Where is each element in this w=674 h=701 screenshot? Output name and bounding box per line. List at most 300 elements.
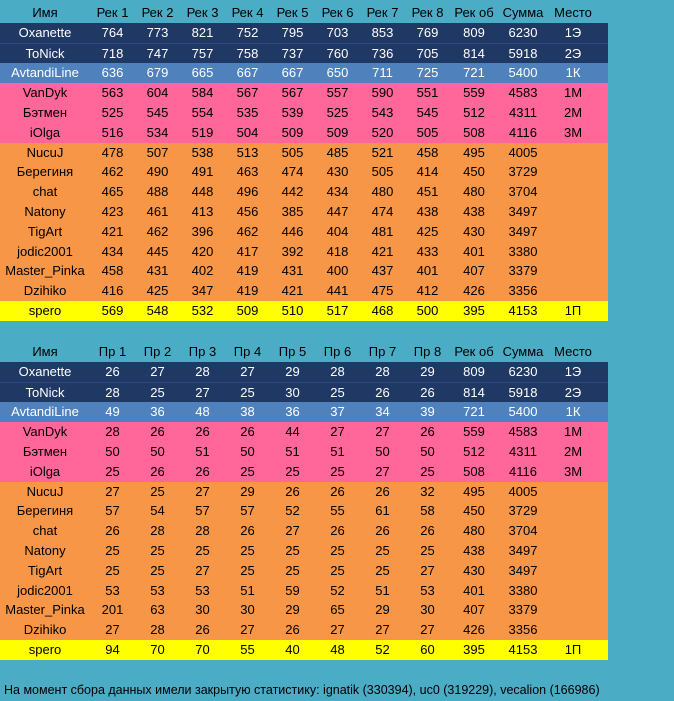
- header-row: [0, 342, 608, 362]
- value-cell: 795: [281, 24, 304, 40]
- value-cell: 430: [463, 223, 485, 239]
- value-cell: 51: [330, 443, 345, 459]
- value-cell: 505: [281, 144, 304, 160]
- value-cell: 26: [105, 363, 120, 379]
- player-name-cell: VanDyk: [22, 85, 68, 101]
- value-cell: 3497: [508, 223, 538, 239]
- header-cell: Рек об: [454, 5, 494, 20]
- value-cell: 496: [236, 184, 259, 200]
- value-cell: 434: [326, 184, 349, 200]
- value-cell: 569: [101, 302, 124, 318]
- value-cell: 4153: [508, 302, 538, 318]
- value-cell: 1П: [564, 641, 582, 657]
- value-cell: 29: [285, 602, 300, 618]
- value-cell: 27: [330, 622, 345, 638]
- value-cell: 752: [236, 24, 259, 40]
- value-cell: 27: [240, 622, 255, 638]
- value-cell: 27: [105, 483, 120, 499]
- header-cell: Имя: [32, 5, 58, 20]
- value-cell: 25: [240, 562, 255, 578]
- value-cell: 25: [240, 542, 255, 558]
- player-name-cell: Dzihiko: [23, 283, 67, 299]
- value-cell: 51: [195, 443, 210, 459]
- value-cell: 481: [371, 223, 394, 239]
- value-cell: 25: [150, 483, 165, 499]
- value-cell: 201: [101, 602, 124, 618]
- value-cell: 28: [105, 424, 120, 440]
- value-cell: 26: [150, 424, 165, 440]
- value-cell: 1М: [563, 85, 583, 101]
- value-cell: 809: [463, 24, 485, 40]
- value-cell: 26: [150, 463, 165, 479]
- value-cell: [548, 561, 598, 581]
- records-table: [0, 3, 608, 321]
- value-cell: 3729: [508, 503, 538, 519]
- table-row: [0, 402, 608, 422]
- value-cell: 25: [375, 562, 390, 578]
- value-cell: 438: [463, 542, 485, 558]
- value-cell: 445: [146, 243, 169, 259]
- value-cell: 2Э: [564, 384, 582, 400]
- value-cell: 412: [416, 283, 439, 299]
- player-name-cell: chat: [32, 523, 58, 539]
- value-cell: 25: [285, 542, 300, 558]
- value-cell: 1П: [564, 302, 582, 318]
- player-name-cell: iOlga: [29, 124, 61, 140]
- value-cell: [548, 521, 598, 541]
- value-cell: 545: [416, 104, 439, 120]
- value-cell: 5400: [508, 404, 538, 420]
- value-cell: 61: [375, 503, 390, 519]
- value-cell: 396: [191, 223, 214, 239]
- value-cell: 25: [105, 463, 120, 479]
- table-row: [0, 620, 608, 640]
- player-name-cell: spero: [28, 641, 62, 657]
- value-cell: 462: [236, 223, 259, 239]
- header-cell: Пр 2: [143, 344, 172, 359]
- value-cell: 4583: [508, 85, 538, 101]
- table-row: [0, 261, 608, 281]
- value-cell: 25: [420, 463, 435, 479]
- value-cell: 48: [195, 404, 210, 420]
- value-cell: 567: [236, 85, 259, 101]
- table-row: [0, 23, 608, 43]
- value-cell: [548, 182, 598, 202]
- value-cell: 25: [150, 562, 165, 578]
- value-cell: 1М: [563, 424, 583, 440]
- value-cell: 451: [416, 184, 439, 200]
- value-cell: 431: [281, 263, 304, 279]
- table-row: [0, 640, 608, 660]
- player-name-cell: Oxanette: [18, 363, 72, 379]
- header-cell: Место: [554, 5, 592, 20]
- value-cell: 426: [463, 622, 485, 638]
- value-cell: 29: [240, 483, 255, 499]
- value-cell: 554: [191, 104, 214, 120]
- value-cell: 25: [375, 542, 390, 558]
- value-cell: 26: [195, 463, 210, 479]
- value-cell: 520: [371, 124, 394, 140]
- value-cell: 400: [326, 263, 349, 279]
- value-cell: 450: [463, 164, 485, 180]
- value-cell: 758: [236, 45, 259, 61]
- table-row: [0, 482, 608, 502]
- value-cell: 463: [236, 164, 259, 180]
- header-cell: Рек 1: [96, 5, 129, 20]
- value-cell: 5918: [508, 384, 538, 400]
- player-name-cell: AvtandiLine: [11, 404, 79, 420]
- value-cell: 30: [240, 602, 255, 618]
- value-cell: 53: [150, 582, 165, 598]
- value-cell: 25: [330, 384, 345, 400]
- value-cell: 711: [372, 65, 393, 81]
- header-cell: Пр 5: [278, 344, 307, 359]
- value-cell: 414: [416, 164, 439, 180]
- value-cell: 430: [463, 562, 485, 578]
- table-row: [0, 162, 608, 182]
- header-cell: Рек 2: [141, 5, 174, 20]
- value-cell: 504: [236, 124, 259, 140]
- header-cell: Рек 8: [411, 5, 444, 20]
- value-cell: 25: [330, 542, 345, 558]
- header-cell: Пр 8: [413, 344, 442, 359]
- player-name-cell: TigArt: [27, 223, 63, 239]
- value-cell: 48: [330, 641, 345, 657]
- value-cell: 38: [240, 404, 255, 420]
- value-cell: 4311: [509, 443, 537, 459]
- value-cell: 1К: [565, 404, 581, 420]
- value-cell: 535: [236, 104, 259, 120]
- value-cell: 525: [326, 104, 349, 120]
- value-cell: 413: [191, 203, 214, 219]
- value-cell: 401: [463, 582, 485, 598]
- value-cell: 747: [146, 45, 169, 61]
- value-cell: 26: [375, 523, 390, 539]
- value-cell: 57: [195, 503, 210, 519]
- value-cell: 27: [195, 384, 210, 400]
- value-cell: 25: [195, 542, 210, 558]
- value-cell: 441: [326, 283, 349, 299]
- value-cell: [548, 242, 598, 262]
- value-cell: 55: [330, 503, 345, 519]
- value-cell: 737: [281, 45, 304, 61]
- value-cell: 773: [146, 24, 169, 40]
- value-cell: 3380: [508, 582, 538, 598]
- player-name-cell: Natony: [24, 542, 66, 558]
- player-name-cell: Oxanette: [18, 24, 72, 40]
- value-cell: 3М: [563, 124, 583, 140]
- value-cell: 584: [191, 85, 214, 101]
- value-cell: 475: [371, 283, 394, 299]
- value-cell: 508: [463, 463, 485, 479]
- value-cell: 53: [195, 582, 210, 598]
- value-cell: 385: [281, 203, 304, 219]
- value-cell: 27: [285, 523, 300, 539]
- player-name-cell: Берегиня: [16, 503, 74, 519]
- value-cell: 458: [101, 263, 124, 279]
- value-cell: 667: [281, 65, 304, 81]
- value-cell: 525: [101, 104, 124, 120]
- value-cell: 442: [281, 184, 304, 200]
- value-cell: 821: [191, 24, 214, 40]
- value-cell: 465: [101, 184, 124, 200]
- value-cell: 26: [285, 622, 300, 638]
- value-cell: 28: [375, 363, 390, 379]
- value-cell: 557: [326, 85, 349, 101]
- value-cell: 4153: [508, 641, 538, 657]
- attempts-table: [0, 342, 608, 660]
- player-name-cell: Бэтмен: [22, 443, 68, 459]
- player-name-cell: iOlga: [29, 463, 61, 479]
- table-row: [0, 43, 608, 64]
- value-cell: 27: [420, 622, 435, 638]
- value-cell: 488: [146, 184, 169, 200]
- value-cell: 27: [105, 622, 120, 638]
- player-name-cell: AvtandiLine: [11, 65, 79, 81]
- value-cell: 667: [236, 65, 259, 81]
- value-cell: 27: [375, 622, 390, 638]
- value-cell: 25: [240, 384, 255, 400]
- player-name-cell: NucuJ: [26, 144, 64, 160]
- value-cell: 4005: [508, 483, 538, 499]
- value-cell: 57: [240, 503, 255, 519]
- value-cell: 26: [330, 523, 345, 539]
- value-cell: 4116: [509, 463, 537, 479]
- value-cell: 50: [240, 443, 255, 459]
- value-cell: 505: [371, 164, 394, 180]
- value-cell: 721: [463, 65, 485, 81]
- header-cell: Сумма: [502, 5, 544, 20]
- value-cell: 29: [375, 602, 390, 618]
- value-cell: 3380: [508, 243, 538, 259]
- value-cell: 551: [416, 85, 439, 101]
- value-cell: 39: [420, 404, 435, 420]
- value-cell: 516: [101, 124, 124, 140]
- header-cell: Пр 6: [323, 344, 352, 359]
- header-cell: Рек об: [454, 344, 494, 359]
- value-cell: 26: [375, 384, 390, 400]
- value-cell: 63: [150, 602, 165, 618]
- value-cell: 402: [191, 263, 214, 279]
- player-name-cell: jodic2001: [17, 243, 73, 259]
- value-cell: 52: [375, 641, 390, 657]
- player-name-cell: Берегиня: [16, 164, 74, 180]
- value-cell: 419: [236, 283, 259, 299]
- value-cell: 539: [281, 104, 304, 120]
- table-row: [0, 182, 608, 202]
- value-cell: 44: [285, 424, 300, 440]
- value-cell: 446: [281, 223, 304, 239]
- value-cell: 4311: [509, 104, 537, 120]
- value-cell: [548, 600, 598, 620]
- value-cell: 703: [326, 24, 349, 40]
- value-cell: 604: [146, 85, 169, 101]
- value-cell: 509: [281, 124, 304, 140]
- value-cell: 521: [371, 144, 394, 160]
- header-cell: Рек 6: [321, 5, 354, 20]
- value-cell: 30: [285, 384, 300, 400]
- value-cell: 430: [326, 164, 349, 180]
- value-cell: 485: [326, 144, 349, 160]
- table-row: [0, 541, 608, 561]
- value-cell: 60: [420, 641, 435, 657]
- value-cell: 548: [146, 302, 169, 318]
- value-cell: 6230: [508, 363, 538, 379]
- value-cell: 28: [150, 523, 165, 539]
- value-cell: 26: [285, 483, 300, 499]
- value-cell: 4583: [508, 424, 538, 440]
- value-cell: 679: [146, 65, 169, 81]
- table-row: [0, 382, 608, 403]
- value-cell: 416: [101, 283, 124, 299]
- value-cell: 54: [150, 503, 165, 519]
- value-cell: 407: [463, 602, 485, 618]
- value-cell: 423: [101, 203, 124, 219]
- value-cell: 55: [240, 641, 255, 657]
- value-cell: 25: [150, 542, 165, 558]
- value-cell: 438: [463, 203, 485, 219]
- value-cell: 418: [326, 243, 349, 259]
- table-row: [0, 242, 608, 262]
- table-row: [0, 123, 608, 143]
- player-name-cell: ToNick: [25, 45, 65, 61]
- value-cell: 480: [463, 184, 485, 200]
- value-cell: 25: [105, 562, 120, 578]
- value-cell: 590: [371, 85, 394, 101]
- value-cell: 27: [195, 562, 210, 578]
- player-name-cell: Master_Pinka: [5, 263, 85, 279]
- header-cell: Место: [554, 344, 592, 359]
- value-cell: 3497: [508, 562, 538, 578]
- value-cell: 665: [191, 65, 214, 81]
- player-name-cell: VanDyk: [22, 424, 68, 440]
- value-cell: 27: [195, 483, 210, 499]
- value-cell: 30: [195, 602, 210, 618]
- value-cell: 421: [101, 223, 124, 239]
- value-cell: 53: [420, 582, 435, 598]
- table-row: [0, 581, 608, 601]
- value-cell: 65: [330, 602, 345, 618]
- value-cell: 510: [281, 302, 304, 318]
- header-cell: Рек 4: [231, 5, 264, 20]
- value-cell: 50: [105, 443, 120, 459]
- header-cell: Рек 3: [186, 5, 219, 20]
- value-cell: 438: [416, 203, 439, 219]
- value-cell: 421: [281, 283, 304, 299]
- value-cell: 508: [463, 124, 485, 140]
- table-row: [0, 281, 608, 301]
- value-cell: 433: [416, 243, 439, 259]
- header-cell: Пр 4: [233, 344, 262, 359]
- value-cell: 5400: [508, 65, 538, 81]
- value-cell: 491: [191, 164, 214, 180]
- value-cell: 52: [330, 582, 345, 598]
- player-name-cell: TigArt: [27, 562, 63, 578]
- value-cell: 52: [285, 503, 300, 519]
- value-cell: 50: [150, 443, 165, 459]
- value-cell: 417: [236, 243, 259, 259]
- value-cell: 25: [330, 463, 345, 479]
- player-name-cell: ToNick: [25, 384, 65, 400]
- value-cell: 28: [105, 384, 120, 400]
- value-cell: 809: [463, 363, 485, 379]
- value-cell: 853: [371, 24, 394, 40]
- header-cell: Пр 3: [188, 344, 217, 359]
- value-cell: 512: [463, 104, 485, 120]
- value-cell: 51: [240, 582, 255, 598]
- value-cell: 401: [416, 263, 439, 279]
- value-cell: [548, 281, 598, 301]
- value-cell: 59: [285, 582, 300, 598]
- value-cell: 407: [463, 263, 485, 279]
- value-cell: 51: [375, 582, 390, 598]
- value-cell: 37: [330, 404, 345, 420]
- value-cell: 40: [285, 641, 300, 657]
- value-cell: 1К: [565, 65, 581, 81]
- value-cell: 36: [285, 404, 300, 420]
- value-cell: 721: [463, 404, 485, 420]
- value-cell: 2М: [563, 443, 583, 459]
- value-cell: 3729: [508, 164, 538, 180]
- value-cell: 26: [240, 523, 255, 539]
- table-row: [0, 301, 608, 321]
- value-cell: 500: [416, 302, 439, 318]
- table-row: [0, 83, 608, 103]
- value-cell: 5918: [508, 45, 538, 61]
- value-cell: 718: [101, 45, 124, 61]
- value-cell: 495: [463, 483, 485, 499]
- value-cell: 25: [285, 562, 300, 578]
- value-cell: 3379: [508, 263, 538, 279]
- value-cell: 27: [330, 424, 345, 440]
- value-cell: 534: [146, 124, 169, 140]
- player-name-cell: Dzihiko: [23, 622, 67, 638]
- value-cell: 347: [191, 283, 214, 299]
- value-cell: 28: [195, 363, 210, 379]
- table-row: [0, 143, 608, 163]
- value-cell: 462: [101, 164, 124, 180]
- value-cell: 425: [416, 223, 439, 239]
- value-cell: 437: [371, 263, 394, 279]
- value-cell: 3379: [508, 602, 538, 618]
- value-cell: 26: [195, 622, 210, 638]
- player-name-cell: NucuJ: [26, 483, 64, 499]
- value-cell: 519: [191, 124, 214, 140]
- value-cell: 1Э: [564, 24, 582, 40]
- value-cell: 50: [420, 443, 435, 459]
- value-cell: 26: [105, 523, 120, 539]
- header-cell: Пр 1: [98, 344, 127, 359]
- value-cell: 58: [420, 503, 435, 519]
- value-cell: 725: [416, 65, 439, 81]
- value-cell: 650: [326, 65, 349, 81]
- value-cell: 94: [105, 641, 120, 657]
- value-cell: 395: [463, 641, 485, 657]
- value-cell: 404: [326, 223, 349, 239]
- value-cell: 36: [150, 404, 165, 420]
- value-cell: 3497: [508, 542, 538, 558]
- value-cell: 2Э: [564, 45, 582, 61]
- value-cell: 450: [463, 503, 485, 519]
- value-cell: 509: [236, 302, 259, 318]
- value-cell: 32: [420, 483, 435, 499]
- value-cell: 495: [463, 144, 485, 160]
- value-cell: 509: [326, 124, 349, 140]
- value-cell: 3М: [563, 463, 583, 479]
- value-cell: 559: [463, 85, 485, 101]
- player-name-cell: chat: [32, 184, 58, 200]
- header-cell: Сумма: [502, 344, 544, 359]
